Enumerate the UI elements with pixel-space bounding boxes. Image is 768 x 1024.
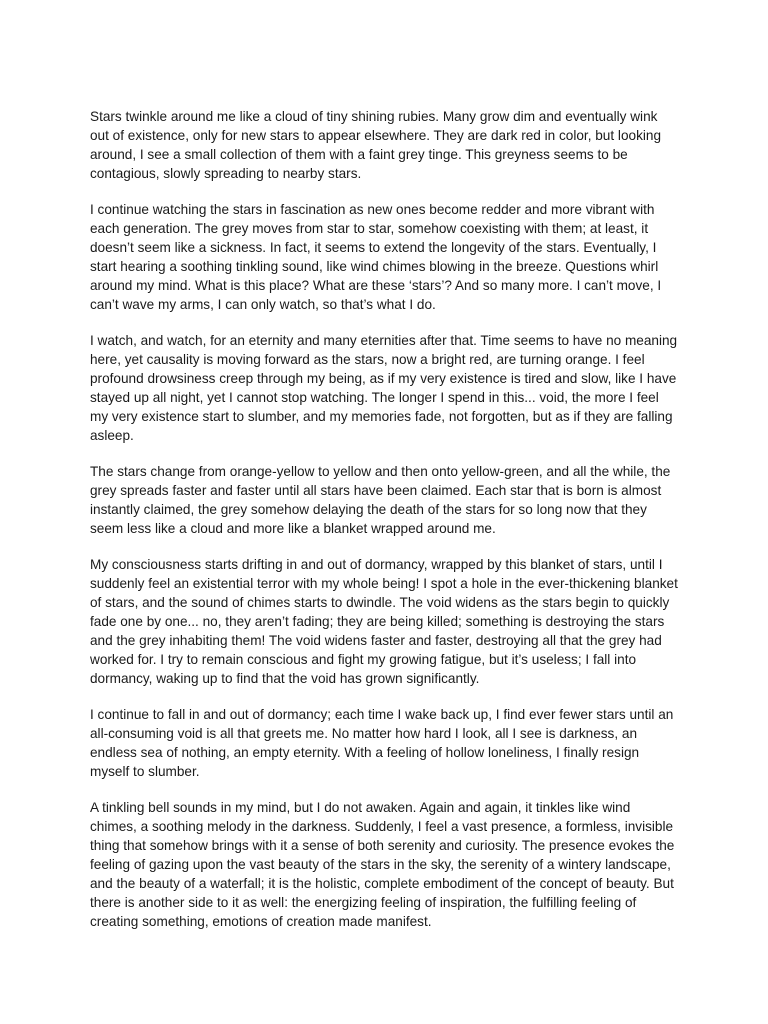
paragraph-7: A tinkling bell sounds in my mind, but I do not awaken. Again and again, it tinkles like wind chimes, a soothing melody in the darkness. Suddenly, I feel a vast presence, a formless, invisible thing that somehow brings with it a sense of both serenity and curiosity. The presence evokes the feeling of gazing upon the vast beauty of the stars in the sky, the serenity of a wintery landscape, and the beauty of a waterfall; it is the holistic, complete embodiment of the concept of beauty. But there is another side to it as well: the energizing feeling of inspiration, the fulfilling feeling of creating something, emotions of creation made manifest. <box>90 800 675 929</box>
paragraph-3: I watch, and watch, for an eternity and many eternities after that. Time seems to have no meaning here, yet causality is moving forward as the stars, now a bright red, are turning orange. I feel profound drowsiness creep through my being, as if my very existence is tired and slow, like I have stayed up all night, yet I cannot stop watching. The longer I spend in this... void, the more I feel my very existence start to slumber, and my memories fade, not forgotten, but as if they are falling asleep. <box>90 333 678 443</box>
paragraph-2: I continue watching the stars in fascination as new ones become redder and more vibrant with each generation. The grey moves from star to star, somehow coexisting with them; at least, it doesn’t seem like a sickness. In fact, it seems to extend the longevity of the stars. Eventually, I start hearing a soothing tinkling sound, like wind chimes blowing in the breeze. Questions whirl around my mind. What is this place? What are these ‘stars’? And so many more. I can’t move, I can’t wave my arms, I can only watch, so that’s what I do. <box>90 202 662 312</box>
paragraph-1: Stars twinkle around me like a cloud of tiny shining rubies. Many grow dim and eventually wink out of existence, only for new stars to appear elsewhere. They are dark red in color, but looking around, I see a small collection of them with a faint grey tinge. This greyness seems to be contagious, slowly spreading to nearby stars. <box>90 109 662 181</box>
paragraph-5: My consciousness starts drifting in and out of dormancy, wrapped by this blanket of stars, until I suddenly feel an existential terror with my whole being! I spot a hole in the ever-thickening blanket of stars, and the sound of chimes starts to dwindle. The void widens as the stars begin to quickly fade one by one... no, they aren’t fading; they are being killed; something is destroying the stars and the grey inhabiting them! The void widens faster and faster, destroying all that the grey had worked for. I try to remain conscious and fight my growing fatigue, but it’s useless; I fall into dormancy, waking up to find that the void has grown significantly. <box>90 557 678 686</box>
document-page <box>90 107 680 948</box>
paragraph-4: The stars change from orange-yellow to yellow and then onto yellow-green, and all the while, the grey spreads faster and faster until all stars have been claimed. Each star that is born is almost instantly claimed, the grey somehow delaying the death of the stars for so long now that they seem less like a cloud and more like a blanket wrapped around me. <box>90 464 671 536</box>
paragraph-6: I continue to fall in and out of dormancy; each time I wake back up, I find ever fewer stars until an all-consuming void is all that greets me. No matter how hard I look, all I see is darkness, an endless sea of nothing, an empty eternity. With a feeling of hollow loneliness, I finally resign myself to slumber. <box>90 707 674 779</box>
